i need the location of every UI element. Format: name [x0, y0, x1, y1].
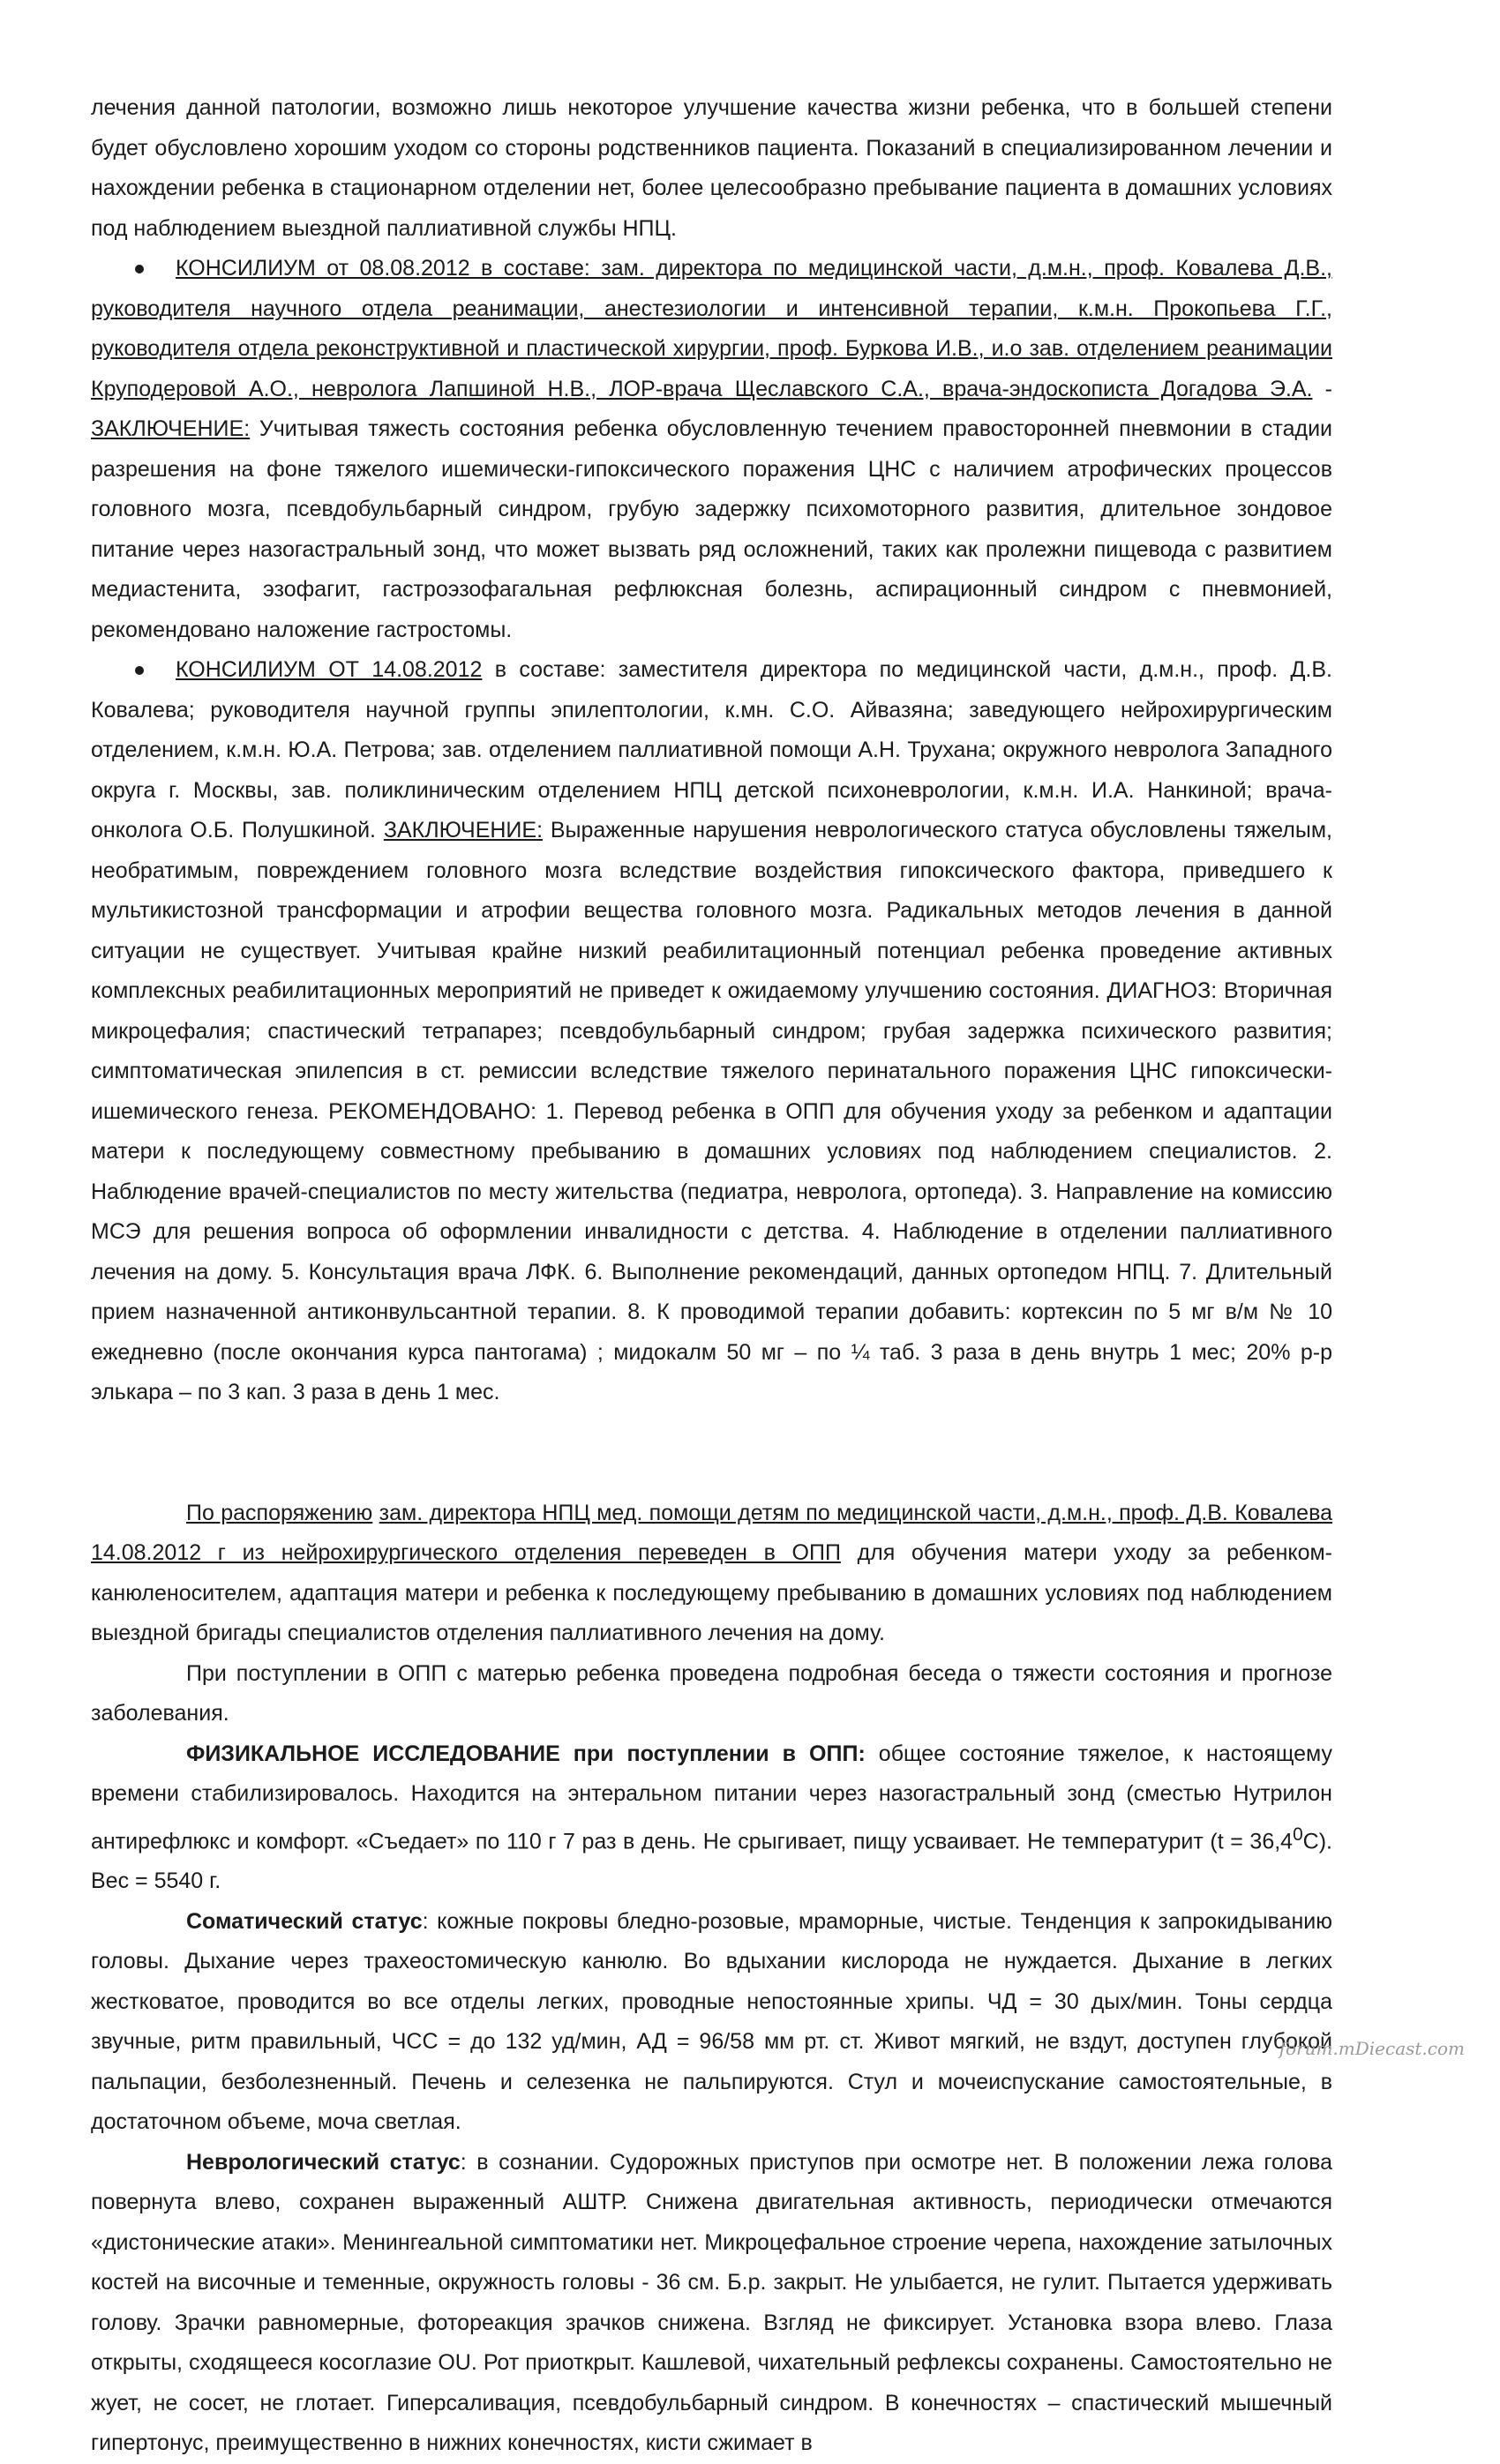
consilium-1-conclusion-label: ЗАКЛЮЧЕНИЕ: [91, 416, 251, 441]
paragraph-intro: лечения данной патологии, возможно лишь некоторое улучшение качества жизни ребенка, что в большей степени будет обусловлено хорошим уходом со стороны родственников пациента. Показаний в специализированном лечении и нахождении ребенка в стационарном отделении нет, более целесообразно пребывание пациента в домашних условиях под наблюдением выездной паллиативной службы НПЦ. [91, 95, 1332, 241]
transfer-purpose: для обучения матери уходу за ребенком-канюленосителем, адаптация матери и ребенка к последующему пребыванию в домашних условиях под наблюдением выездной бригады специалистов отделения паллиативного лечения на дому. [91, 1540, 1333, 1645]
watermark-logo: forum.mDiecast.com [1279, 2038, 1465, 2059]
somatic-status-label: Соматический статус [186, 1908, 423, 1934]
neuro-status-text: : в сознании. Судорожных приступов при осмотре нет. В положении лежа голова повернута влево, сохранен выраженный АШТР. Снижена двигательная активность, периодически отмечаются «дистонические атаки». Менингеальной симптоматики нет. Микроцефальное строение черепа, нахождение затылочных костей на височные и теменные, окружность головы - 36 см. Б.р. закрыт. Не улыбается, не гулит. Пытается удерживать голову. Зрачки равномерные, фотореакция зрачков снижена. Взгляд не фиксирует. Установка взора влево. Глаза открыты, сходящееся косоглазие OU. Рот приоткрыт. Кашлевой, чихательный рефлексы сохранены. Самостоятельно не жует, не сосет, не глотает. Гиперсаливация, псевдобульбарный синдром. В конечностях – спастический мышечный гипертонус, преимущественно в нижних конечностях, кисти сжимает в [91, 2149, 1333, 2456]
consilium-1-participants: КОНСИЛИУМ от 08.08.2012 в составе: зам. директора по медицинской части, д.м.н., проф. Ковалева Д.В., руководителя научного отдела реанимации, анестезиологии и интенсивной терапии, к.м.н. Прокопьева Г.Г., руководителя отдела реконструктивной и пластической хирургии, проф. Буркова И.В., и.о зав. отделением реанимации Круподеровой А.О., невролога Лапшиной Н.В., ЛОР-врача Щеславского С.А., врача-эндоскописта Догадова Э.А. [91, 256, 1332, 401]
somatic-status-text: : кожные покровы бледно-розовые, мраморные, чистые. Тенденция к запрокидыванию головы. Дыхание через трахеостомическую канюлю. Во вдыхании кислорода не нуждается. Дыхание в легких жестковатое, проводится во все отделы легких, проводные непостоянные хрипы. ЧД = 30 дых/мин. Тоны сердца звучные, ритм правильный, ЧСС = до 132 уд/мин, АД = 96/58 мм рт. ст. Живот мягкий, не вздут, доступен глубокой пальпации, безболезненный. Печень и селезенка не пальпируются. Стул и мочеиспускание самостоятельные, в достаточном объеме, моча светлая. [91, 1908, 1332, 2135]
consilium-2-heading: КОНСИЛИУМ ОТ 14.08.2012 [176, 657, 483, 682]
transfer-order-label: По распоряжению [186, 1500, 373, 1525]
consilium-2-conclusion-text: Выраженные нарушения неврологического статуса обусловлены тяжелым, необратимым, повреждением головного мозга вследствие воздействия гипоксического фактора, приведшего к мультикистозной трансформации и атрофии вещества головного мозга. Радикальных методов лечения в данной ситуации не существует. Учитывая крайне низкий реабилитационный потенциал ребенка проведение активных комплексных реабилитационных мероприятий не приведет к ожидаемому улучшению состояния. ДИАГНОЗ: Вторичная микроцефалия; спастический тетрапарез; псевдобульбарный синдром; грубая задержка психического развития; симптоматическая эпилепсия в ст. ремиссии вследствие тяжелого перинатального поражения ЦНС гипоксически-ишемического генеза. РЕКОМЕНДОВАНО: 1. Перевод ребенка в ОПП для обучения уходу за ребенком и адаптации матери к последующему совместному пребыванию в домашних условиях под наблюдением специалистов. 2. Наблюдение врачей-специалистов по месту жительства (педиатра, невролога, ортопеда). 3. Направление на комиссию МСЭ для решения вопроса об оформлении инвалидности с детства. 4. Наблюдение в отделении паллиативного лечения на дому. 5. Консультация врача ЛФК. 6. Выполнение рекомендаций, данных ортопедом НПЦ. 7. Длительный прием назначенной антиконвульсантной терапии. 8. К проводимой терапии добавить: кортексин по 5 мг в/м № 10 ежедневно (после окончания курса пантогама) ; мидокалм 50 мг – по ¼ таб. 3 раза в день внутрь 1 мес; 20% р-р элькара – по 3 кап. 3 раза в день 1 мес. [91, 818, 1332, 1404]
paragraph-neuro-status [91, 2143, 1332, 2464]
consilium-1-dash: - [1312, 376, 1332, 401]
paragraph-somatic-status [91, 1902, 1332, 2143]
bullet-icon [135, 265, 144, 273]
transfer-order-details: зам. директора НПЦ мед. помощи детям по медицинской части, д.м.н., проф. Д.В. Ковалева 14.08.2012 г из нейрохирургического отделения переведен в ОПП [91, 1500, 1332, 1565]
degree-superscript: 0 [1293, 1824, 1303, 1845]
physical-exam-text-end: С). Вес = 5540 г. [91, 1828, 1332, 1894]
paragraph-physical-exam [91, 1734, 1332, 1902]
paragraph-consilium-1 [91, 249, 1332, 650]
consilium-1-conclusion-text: Учитывая тяжесть состояния ребенка обусловленную течением правосторонней пневмонии в стадии разрешения на фоне тяжелого ишемически-гипоксического поражения ЦНС с наличием атрофических процессов головного мозга, псевдобульбарный синдром, грубую задержку психомоторного развития, длительное зондовое питание через назогастральный зонд, что может вызвать ряд осложнений, таких как пролежни пищевода с развитием медиастенита, эзофагит, гастроэзофагальная рефлюксная болезнь, аспирационный синдром с пневмонией, рекомендовано наложение гастростомы. [91, 416, 1332, 642]
consilium-2-participants: в составе: заместителя директора по медицинской части, д.м.н., проф. Д.В. Ковалева; руководителя научной группы эпилептологии, к.мн. С.О. Айвазяна; заведующего нейрохирургическим отделением, к.м.н. Ю.А. Петрова; зав. отделением паллиативной помощи А.Н. Трухана; окружного невролога Западного округа г. Москвы, зав. поликлиническим отделением НПЦ детской психоневрологии, к.м.н. И.А. Нанкиной; врача-онколога О.Б. Полушкиной. [91, 657, 1332, 843]
transfer-space [372, 1501, 379, 1525]
neuro-status-label: Неврологический статус [186, 2149, 461, 2175]
physical-exam-label: ФИЗИКАЛЬНОЕ ИССЛЕДОВАНИЕ при поступлении в ОПП: [186, 1741, 866, 1766]
consilium-2-conclusion-label: ЗАКЛЮЧЕНИЕ: [383, 818, 544, 843]
physical-exam-text: общее состояние тяжелое, к настоящему времени стабилизировалось. Находится на энтеральном питании через назогастральный зонд (сместью Нутрилон антирефлюкс и комфорт. «Съедает» по 110 г 7 раз в день. Не срыгивает, пищу усваивает. Не температурит (t = 36,4 [91, 1741, 1332, 1854]
paragraph-admission-talk: При поступлении в ОПП с матерью ребенка проведена подробная беседа о тяжести состояния и прогнозе заболевания. [91, 1660, 1332, 1726]
paragraph-transfer [91, 1494, 1332, 1654]
paragraph-consilium-2 [91, 650, 1332, 1413]
bullet-icon [135, 666, 144, 675]
